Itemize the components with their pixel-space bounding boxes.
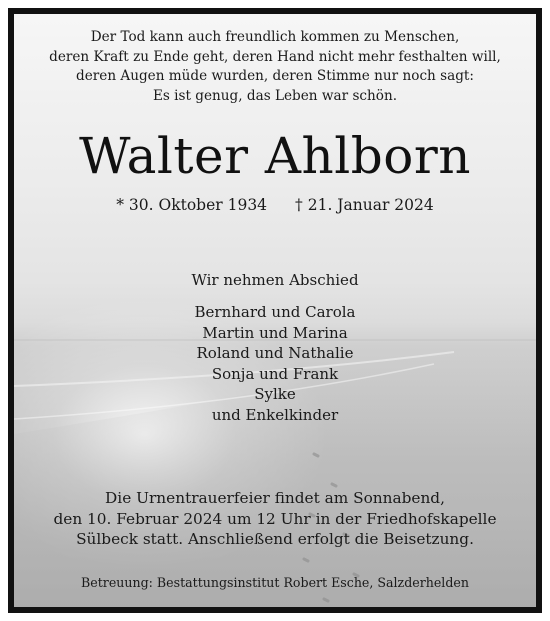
ceremony-info: [14, 488, 536, 550]
mourner-line: Sylke: [254, 385, 296, 403]
mourners-list: [14, 302, 536, 425]
farewell-heading: Wir nehmen Abschied: [191, 271, 359, 289]
ceremony-line: den 10. Februar 2024 um 12 Uhr in der Friedhofskapelle: [53, 509, 497, 528]
death-date: † 21. Januar 2024: [295, 196, 434, 214]
poem-line: Es ist genug, das Leben war schön.: [152, 87, 398, 104]
mourner-line: und Enkelkinder: [211, 405, 339, 424]
poem-line: deren Augen müde wurden, deren Stimme nur noch sagt:: [76, 68, 474, 84]
mourner-line: Martin und Marina: [202, 323, 348, 342]
funeral-home-credit: Betreuung: Bestattungsinstitut Robert Esche, Salzderhelden: [81, 575, 469, 590]
ceremony-line: Sülbeck statt. Anschließend erfolgt die Beisetzung.: [76, 530, 474, 548]
obituary-content: [14, 14, 536, 607]
deceased-name: Walter Ahlborn: [79, 127, 471, 185]
obituary-card: [8, 8, 542, 613]
poem-line: deren Kraft zu Ende geht, deren Hand nicht mehr festhalten will,: [49, 48, 501, 65]
mourner-line: Bernhard und Carola: [194, 303, 356, 321]
mourner-line: Sonja und Frank: [211, 364, 339, 383]
ceremony-line: Die Urnentrauerfeier findet am Sonnabend,: [105, 489, 445, 507]
life-dates: [14, 194, 536, 216]
mourner-line: Roland und Nathalie: [196, 344, 354, 362]
poem: [14, 28, 536, 106]
birth-date: * 30. Oktober 1934: [116, 196, 268, 214]
poem-line: Der Tod kann auch freundlich kommen zu Menschen,: [90, 29, 460, 45]
